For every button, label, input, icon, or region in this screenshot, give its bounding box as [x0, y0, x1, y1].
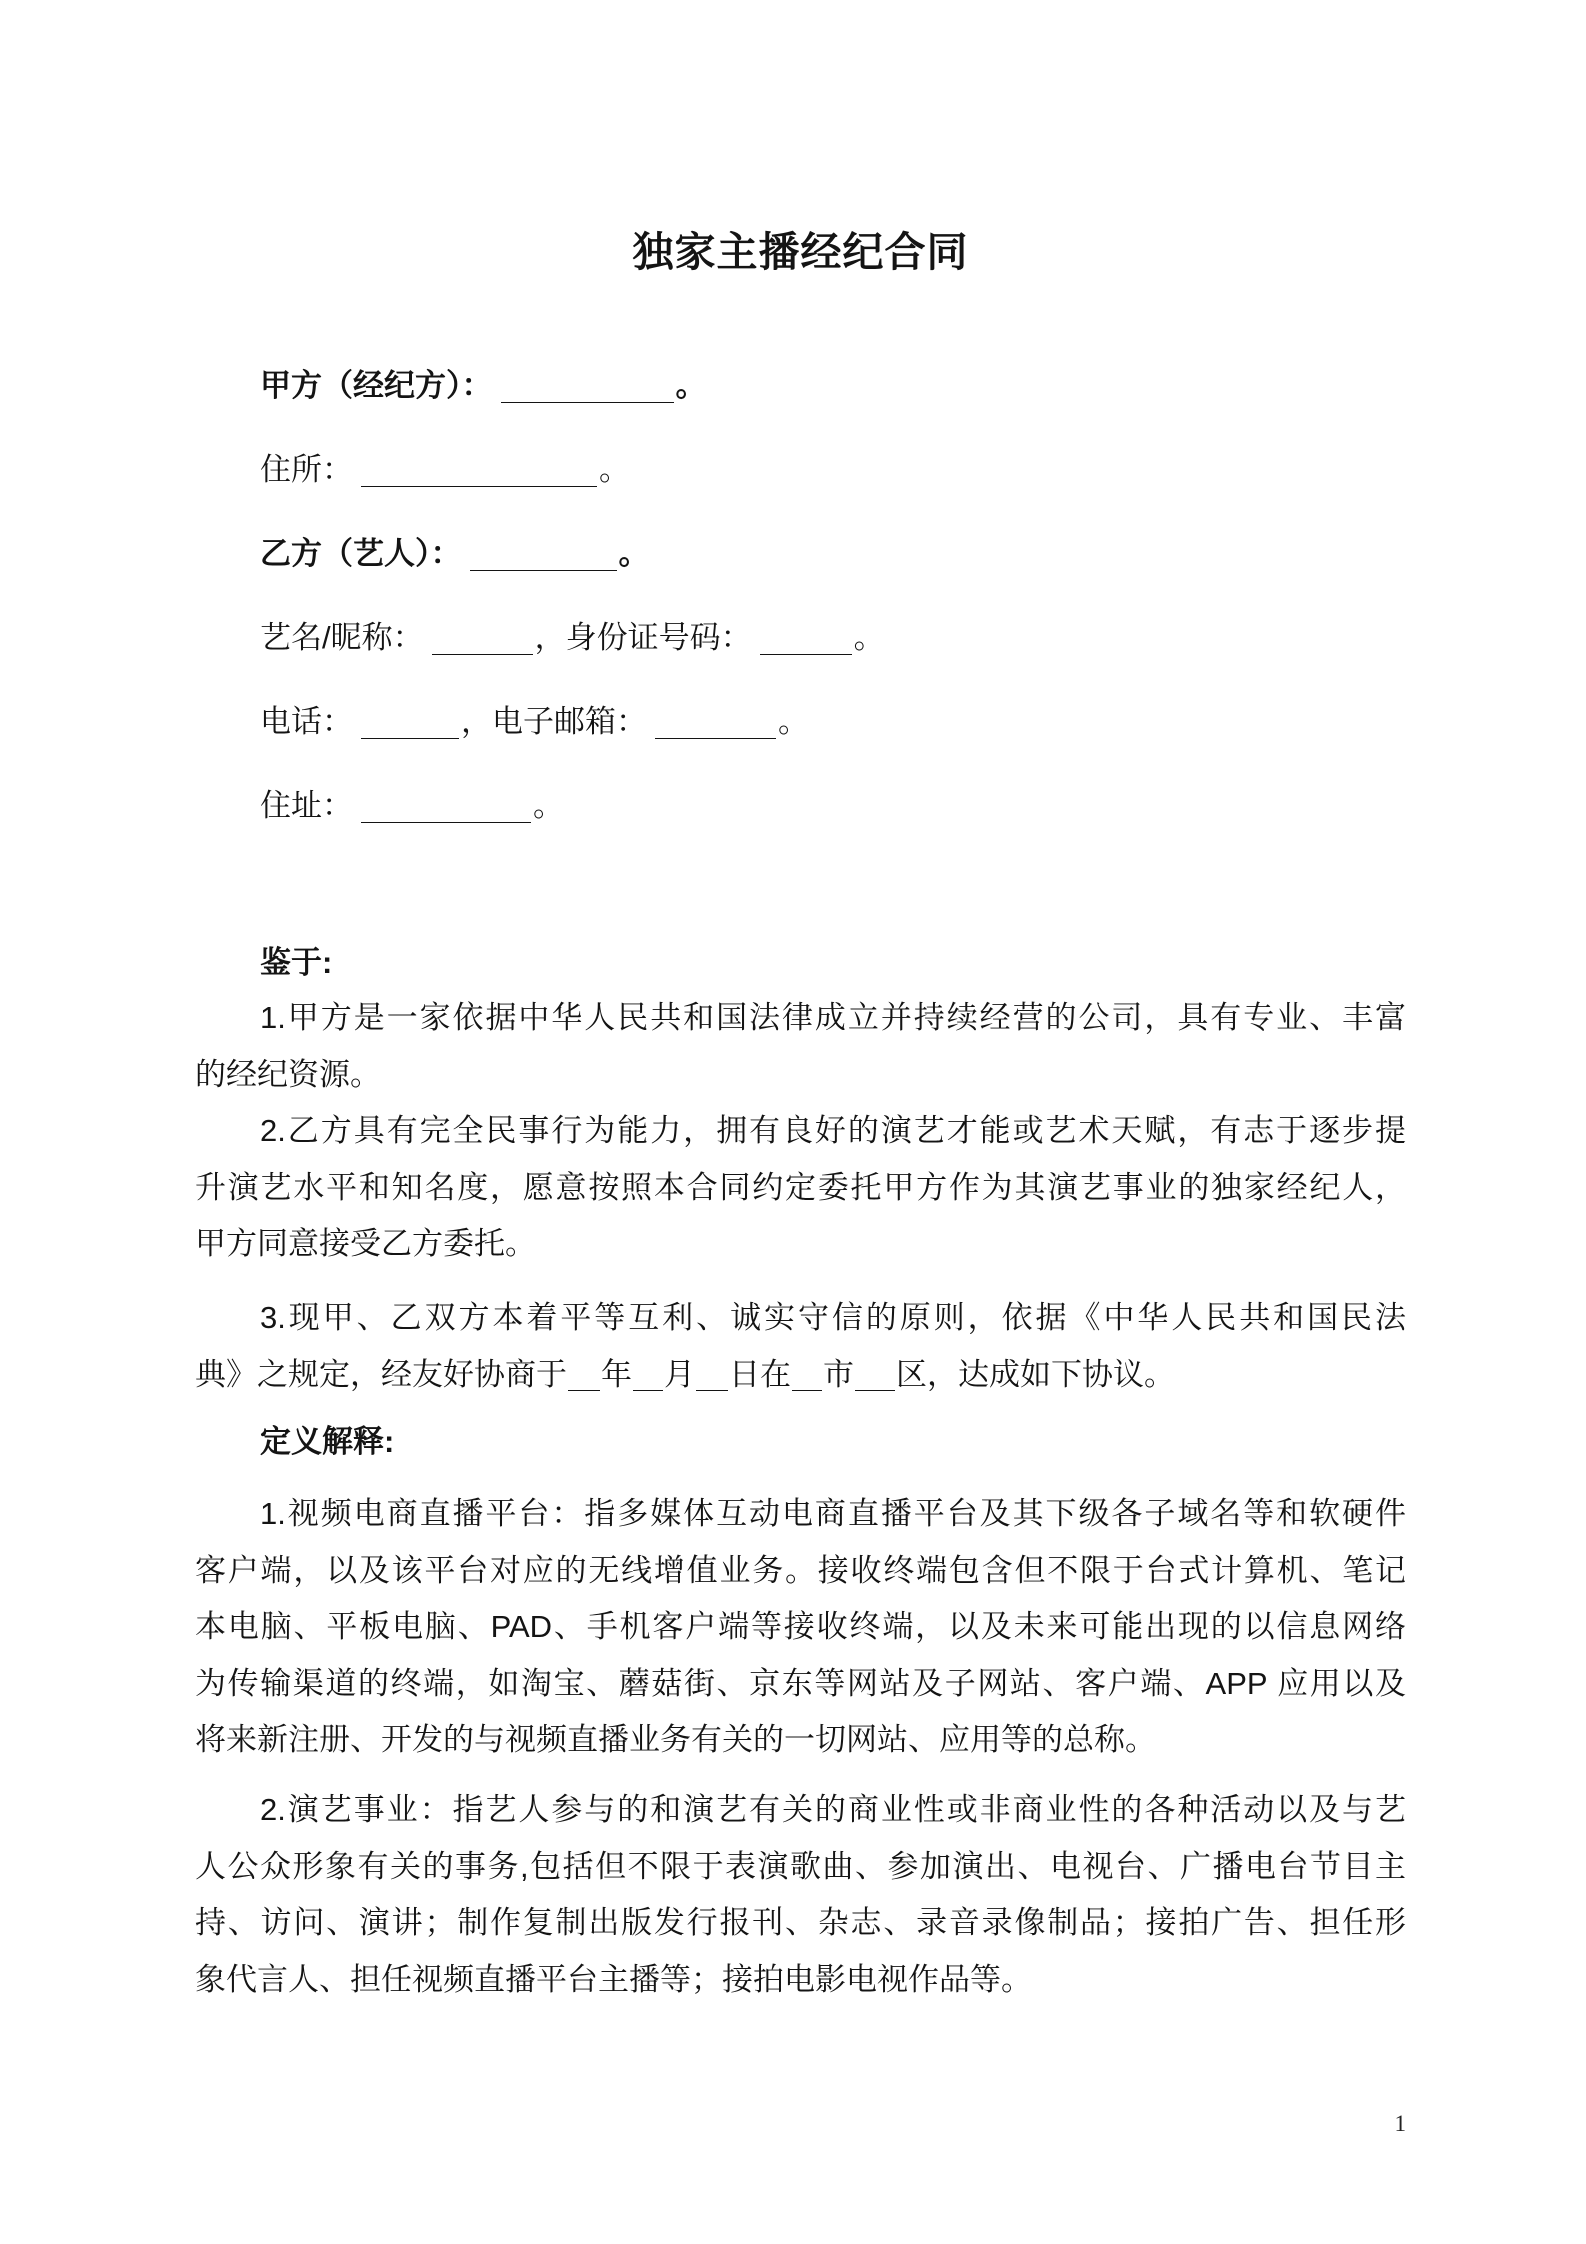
definition-item-2-line-4: 象代言人、担任视频直播平台主播等；接拍电影电视作品等。: [195, 1961, 1032, 1997]
whereas-item-2-line-3: 甲方同意接受乙方委托。: [195, 1226, 536, 1261]
party-a-blank: [501, 371, 674, 403]
whereas-item-1-line-1: 1.甲方是一家依据中华人民共和国法律成立并持续经营的公司，具有专业、丰富: [260, 1000, 1406, 1035]
whereas-item-2-line-2: 升演艺水平和知名度，愿意按照本合同约定委托甲方作为其演艺事业的独家经纪人，: [195, 1169, 1406, 1205]
definition-item-1-line-1: 1.视频电商直播平台：指多媒体互动电商直播平台及其下级各子域名等和软硬件: [260, 1496, 1406, 1531]
end-mark: 。: [618, 536, 650, 571]
party-b-blank: [470, 539, 617, 571]
city-blank: [792, 1359, 822, 1391]
end-mark: 。: [599, 452, 630, 487]
day-blank: [696, 1359, 728, 1391]
definitions-heading: 定义解释:: [260, 1424, 395, 1459]
month-label: 月: [664, 1356, 695, 1392]
definition-item-1-line-4: 为传输渠道的终端，如淘宝、蘑菇街、京东等网站及子网站、客户端、APP 应用以及: [195, 1665, 1406, 1701]
year-blank: [568, 1359, 600, 1391]
phone-blank: [361, 707, 459, 739]
phone-email-line: [260, 680, 1406, 764]
whereas-item-3-date-line: [195, 1347, 1406, 1404]
date-line-prefix: 典》之规定，经友好协商于: [195, 1356, 567, 1392]
whereas-item-3: [195, 1290, 1406, 1403]
party-b-line: [260, 512, 1406, 596]
end-mark: 。: [853, 620, 885, 655]
id-number-blank: [760, 623, 852, 655]
address-line: [260, 428, 1406, 512]
whereas-item-2: [195, 1103, 1406, 1273]
day-label: 日在: [729, 1356, 791, 1392]
definition-item-1-line-2: 客户端，以及该平台对应的无线增值业务。接收终端包含但不限于台式计算机、笔记: [195, 1552, 1406, 1588]
whereas-item-3-line-1: 3.现甲、乙双方本着平等互利、诚实守信的原则，依据《中华人民共和国民法: [260, 1300, 1406, 1335]
definition-item-2-line-2: 人公众形象有关的事务,包括但不限于表演歌曲、参加演出、电视台、广播电台节目主: [195, 1848, 1406, 1884]
parties-section: [260, 344, 1406, 848]
district-blank: [855, 1359, 895, 1391]
month-blank: [633, 1359, 663, 1391]
id-number-label: ，身份证号码：: [534, 620, 752, 655]
whereas-heading: 鉴于:: [260, 945, 333, 980]
whereas-heading-block: [195, 935, 1406, 992]
whereas-item-2-line-1: 2.乙方具有完全民事行为能力，拥有良好的演艺才能或艺术天赋，有志于逐步提: [260, 1113, 1406, 1148]
residence-line: [260, 764, 1406, 848]
definition-item-2-line-3: 持、访问、演讲；制作复制出版发行报刊、杂志、录音录像制品；接拍广告、担任形: [195, 1905, 1406, 1940]
whereas-item-1: [195, 990, 1406, 1103]
definition-item-1-line-5: 将来新注册、开发的与视频直播业务有关的一切网站、应用等的总称。: [195, 1722, 1156, 1757]
party-b-label: 乙方（艺人）：: [260, 536, 462, 571]
end-mark: 。: [533, 788, 564, 823]
email-blank: [655, 707, 776, 739]
definition-item-1-line-3: 本电脑、平板电脑、PAD、手机客户端等接收终端，以及未来可能出现的以信息网络: [195, 1609, 1406, 1644]
year-label: 年: [601, 1356, 632, 1392]
residence-blank: [361, 791, 531, 823]
definitions-heading-block: [195, 1414, 1406, 1471]
end-mark: 。: [778, 704, 809, 739]
document-title: 独家主播经纪合同: [632, 229, 969, 275]
phone-label: 电话：: [260, 704, 353, 739]
whereas-item-1-line-2: 的经纪资源。: [195, 1056, 381, 1092]
definition-item-2: [195, 1782, 1406, 2008]
party-a-line: [260, 344, 1406, 428]
address-blank: [361, 455, 597, 487]
stage-name-id-line: [260, 596, 1406, 680]
email-label: ，电子邮箱：: [461, 704, 647, 739]
address-label: 住所：: [260, 452, 353, 487]
residence-label: 住址：: [260, 788, 353, 823]
stage-name-label: 艺名/昵称：: [260, 620, 424, 655]
page-number: 1: [1394, 2111, 1406, 2136]
date-line-suffix: 区，达成如下协议。: [896, 1356, 1175, 1392]
definition-item-1: [195, 1486, 1406, 1769]
stage-name-blank: [432, 623, 533, 655]
definition-item-2-line-1: 2.演艺事业：指艺人参与的和演艺有关的商业性或非商业性的各种活动以及与艺: [260, 1792, 1406, 1827]
party-a-label: 甲方（经纪方）：: [260, 368, 493, 403]
end-mark: 。: [675, 368, 707, 403]
city-label: 市: [823, 1356, 854, 1392]
